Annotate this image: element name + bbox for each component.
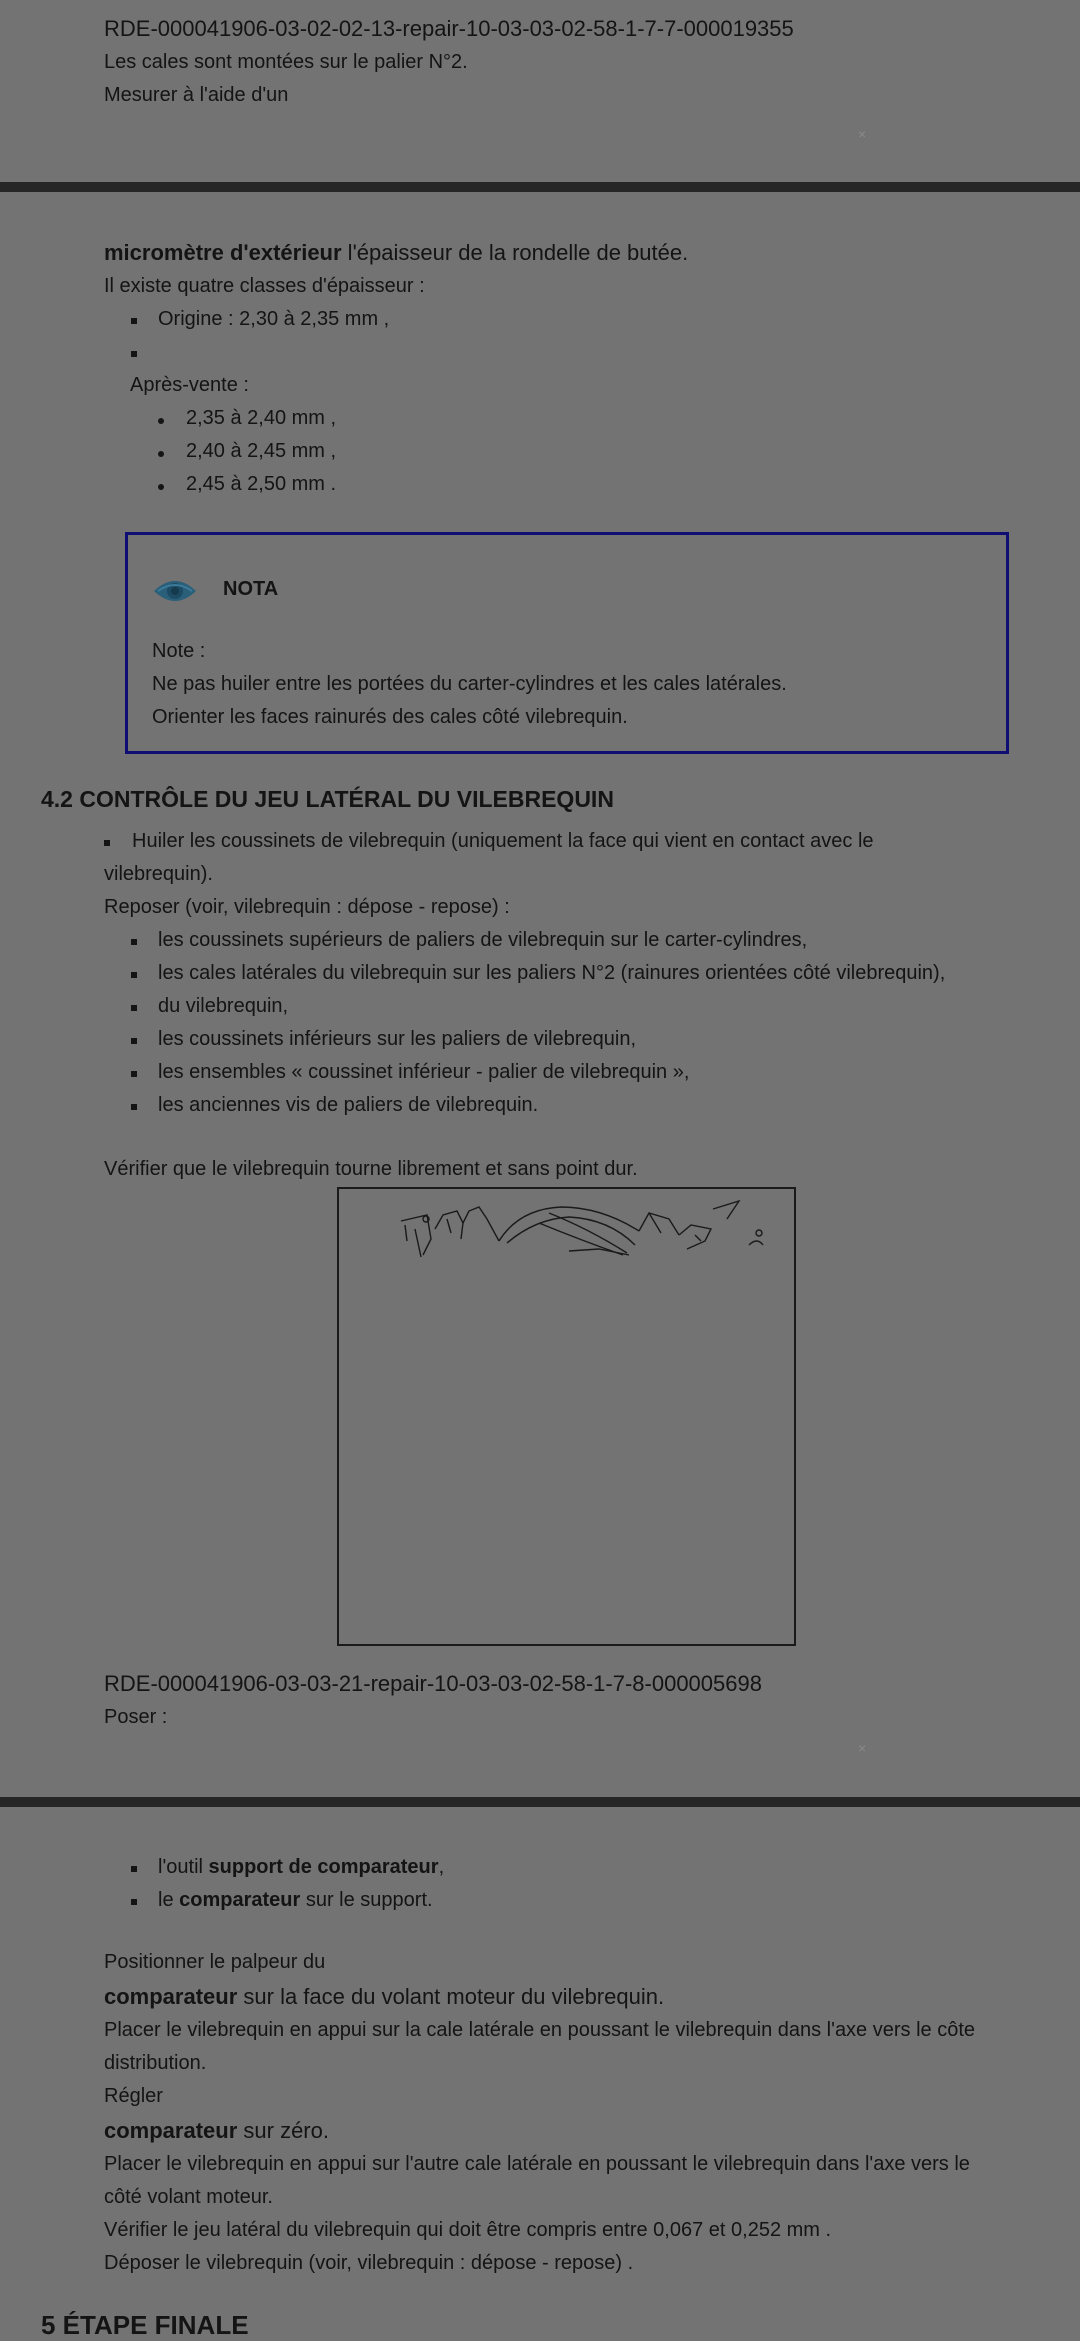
- page-separator: [0, 182, 1080, 192]
- paragraph: Régler: [104, 2085, 163, 2107]
- paragraph: Reposer (voir, vilebrequin : dépose - repose) :: [104, 896, 510, 918]
- list-item: les ensembles « coussinet inférieur - palier de vilebrequin »,: [158, 1061, 690, 1083]
- paragraph: distribution.: [104, 2052, 207, 2074]
- list-item: Après-vente :: [130, 374, 249, 396]
- paragraph: côté volant moteur.: [104, 2186, 273, 2208]
- bold-term: comparateur: [104, 2118, 238, 2143]
- eye-icon: [152, 577, 198, 605]
- nota-box: [125, 532, 1009, 754]
- nota-title: NOTA: [223, 578, 279, 600]
- text: l'outil: [158, 1856, 209, 1878]
- document-reference: RDE-000041906-03-02-02-13-repair-10-03-03-02-58-1-7-7-000019355: [104, 16, 794, 41]
- list-bullet: [131, 1104, 137, 1110]
- paragraph: Placer le vilebrequin en appui sur la cale latérale en poussant le vilebrequin dans l'axe vers le côte: [104, 2019, 976, 2041]
- list-item: du vilebrequin,: [158, 995, 289, 1017]
- nota-text: Orienter les faces rainurés des cales côté vilebrequin.: [152, 706, 628, 728]
- page-separator: [0, 1797, 1080, 1807]
- text: ,: [438, 1856, 445, 1878]
- paragraph: Positionner le palpeur du: [104, 1951, 326, 1973]
- list-bullet: [131, 1899, 137, 1905]
- section-heading: 4.2 CONTRÔLE DU JEU LATÉRAL DU VILEBREQUIN: [41, 786, 614, 812]
- paragraph: Déposer le vilebrequin (voir, vilebrequin : dépose - repose) .: [104, 2252, 634, 2274]
- text: le: [158, 1889, 180, 1911]
- bold-term: micromètre d'extérieur: [104, 240, 342, 265]
- technical-illustration: [337, 1187, 796, 1646]
- text: l'épaisseur de la rondelle de butée.: [341, 240, 689, 265]
- list-bullet: [131, 1866, 137, 1872]
- paragraph: Vérifier le jeu latéral du vilebrequin qui doit être compris entre 0,067 et 0,252 mm .: [104, 2219, 832, 2241]
- list-bullet: [131, 1005, 137, 1011]
- list-bullet: [104, 840, 110, 846]
- nota-label: Note :: [152, 640, 206, 662]
- list-item: [158, 1889, 433, 1912]
- list-bullet: [158, 418, 164, 424]
- list-bullet: [131, 939, 137, 945]
- text: sur zéro.: [237, 2118, 329, 2143]
- list-bullet: [131, 318, 137, 324]
- close-icon[interactable]: ×: [858, 126, 867, 142]
- paragraph: Mesurer à l'aide d'un: [104, 84, 289, 106]
- close-icon[interactable]: ×: [858, 1740, 867, 1756]
- list-item: les coussinets inférieurs sur les paliers de vilebrequin,: [158, 1028, 637, 1050]
- nota-text: Ne pas huiler entre les portées du carter-cylindres et les cales latérales.: [152, 673, 787, 695]
- list-bullet: [131, 351, 137, 357]
- paragraph: Vérifier que le vilebrequin tourne librement et sans point dur.: [104, 1158, 638, 1180]
- list-bullet: [131, 1038, 137, 1044]
- paragraph: [104, 1984, 664, 2010]
- paragraph: Il existe quatre classes d'épaisseur :: [104, 275, 425, 297]
- text: sur la face du volant moteur du vilebrequin.: [237, 1984, 665, 2009]
- list-item: 2,45 à 2,50 mm .: [186, 473, 337, 495]
- bold-term: support de comparateur: [208, 1856, 439, 1878]
- paragraph: vilebrequin).: [104, 863, 213, 885]
- list-item: Origine : 2,30 à 2,35 mm ,: [158, 308, 390, 330]
- list-bullet: [158, 484, 164, 490]
- paragraph: [104, 2118, 329, 2144]
- list-item: les cales latérales du vilebrequin sur les paliers N°2 (rainures orientées côté vilebrequin),: [158, 962, 946, 984]
- section-heading: 5 ÉTAPE FINALE: [41, 2310, 249, 2340]
- bold-term: comparateur: [104, 1984, 238, 2009]
- list-bullet: [131, 972, 137, 978]
- list-item: 2,35 à 2,40 mm ,: [186, 407, 337, 429]
- bold-term: comparateur: [179, 1889, 301, 1911]
- crankshaft-drawing: [339, 1189, 794, 1644]
- text: sur le support.: [300, 1889, 433, 1911]
- list-bullet: [158, 451, 164, 457]
- list-item: 2,40 à 2,45 mm ,: [186, 440, 337, 462]
- list-item: les anciennes vis de paliers de vilebrequin.: [158, 1094, 539, 1116]
- paragraph: Huiler les coussinets de vilebrequin (uniquement la face qui vient en contact avec le: [132, 830, 874, 852]
- list-bullet: [131, 1071, 137, 1077]
- list-item: les coussinets supérieurs de paliers de vilebrequin sur le carter-cylindres,: [158, 929, 808, 951]
- paragraph: Les cales sont montées sur le palier N°2.: [104, 51, 468, 73]
- list-item: [158, 1856, 444, 1879]
- paragraph: Placer le vilebrequin en appui sur l'autre cale latérale en poussant le vilebrequin dans l'axe vers le: [104, 2153, 970, 2175]
- paragraph: Poser :: [104, 1706, 168, 1728]
- paragraph: [104, 240, 688, 266]
- document-reference: RDE-000041906-03-03-21-repair-10-03-03-02-58-1-7-8-000005698: [104, 1671, 762, 1696]
